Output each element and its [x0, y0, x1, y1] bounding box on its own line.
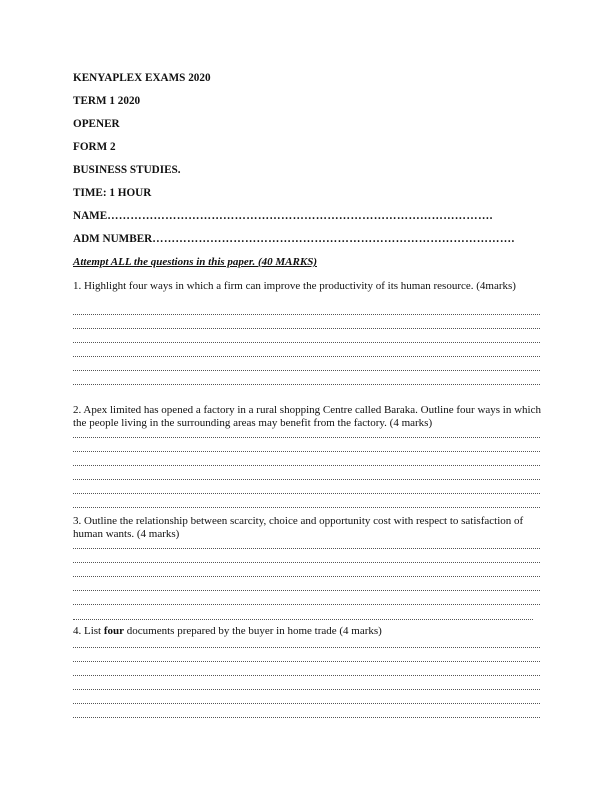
answer-line[interactable] — [73, 493, 540, 494]
answer-line[interactable] — [73, 507, 540, 508]
question-number: 4. — [73, 625, 82, 637]
instructions: Attempt ALL the questions in this paper. (40 MARKS) — [73, 256, 317, 268]
answer-line[interactable] — [73, 437, 540, 438]
answer-line[interactable] — [73, 647, 540, 648]
form-label: FORM 2 — [73, 141, 116, 153]
answer-line[interactable] — [73, 619, 533, 620]
question-text: Highlight four ways in which a firm can improve the productivity of its human resource. (4marks) — [84, 280, 516, 292]
answer-line[interactable] — [73, 384, 540, 385]
answer-line[interactable] — [73, 717, 540, 718]
answer-line[interactable] — [73, 689, 540, 690]
answer-line[interactable] — [73, 548, 540, 549]
answer-line[interactable] — [73, 370, 540, 371]
question-text-start: List — [84, 625, 104, 637]
question-2 — [73, 404, 543, 430]
question-number: 1. — [73, 280, 82, 292]
name-field[interactable] — [73, 210, 493, 222]
adm-number-label: ADM NUMBER — [73, 233, 153, 245]
answer-line[interactable] — [73, 604, 540, 605]
question-text: Outline the relationship between scarcity, choice and opportunity cost with respect to satisfaction of human wants. (4 marks) — [73, 515, 524, 540]
question-text: Apex limited has opened a factory in a rural shopping Centre called Baraka. Outline four ways in which the people living in the surrounding areas may benefit from the factory. (4 marks) — [73, 404, 541, 429]
exam-title: KENYAPLEX EXAMS 2020 — [73, 72, 211, 84]
answer-line[interactable] — [73, 465, 540, 466]
answer-line[interactable] — [73, 479, 540, 480]
term-label: TERM 1 2020 — [73, 95, 141, 107]
answer-line[interactable] — [73, 342, 540, 343]
adm-number-dots: …………………………………………………………………………………. — [152, 233, 515, 245]
question-1 — [73, 280, 543, 293]
time-label: TIME: 1 HOUR — [73, 187, 152, 199]
adm-number-field[interactable] — [73, 233, 515, 245]
question-text-emphasis: four — [103, 625, 125, 637]
question-number: 2. — [73, 404, 82, 416]
name-dots: ………………………………………………………………………………………. — [107, 210, 493, 222]
answer-line[interactable] — [73, 675, 540, 676]
question-text-end: documents prepared by the buyer in home trade (4 marks) — [124, 625, 382, 637]
name-label: NAME — [73, 210, 108, 222]
answer-line[interactable] — [73, 562, 540, 563]
exam-type-label: OPENER — [73, 118, 120, 130]
answer-line[interactable] — [73, 661, 540, 662]
answer-line[interactable] — [73, 356, 540, 357]
answer-line[interactable] — [73, 314, 540, 315]
answer-line[interactable] — [73, 328, 540, 329]
answer-line[interactable] — [73, 590, 540, 591]
answer-line[interactable] — [73, 576, 540, 577]
answer-line[interactable] — [73, 451, 540, 452]
question-number: 3. — [73, 515, 82, 527]
subject-label: BUSINESS STUDIES. — [73, 164, 181, 176]
question-4 — [73, 625, 543, 638]
question-3 — [73, 515, 543, 541]
answer-line[interactable] — [73, 703, 540, 704]
